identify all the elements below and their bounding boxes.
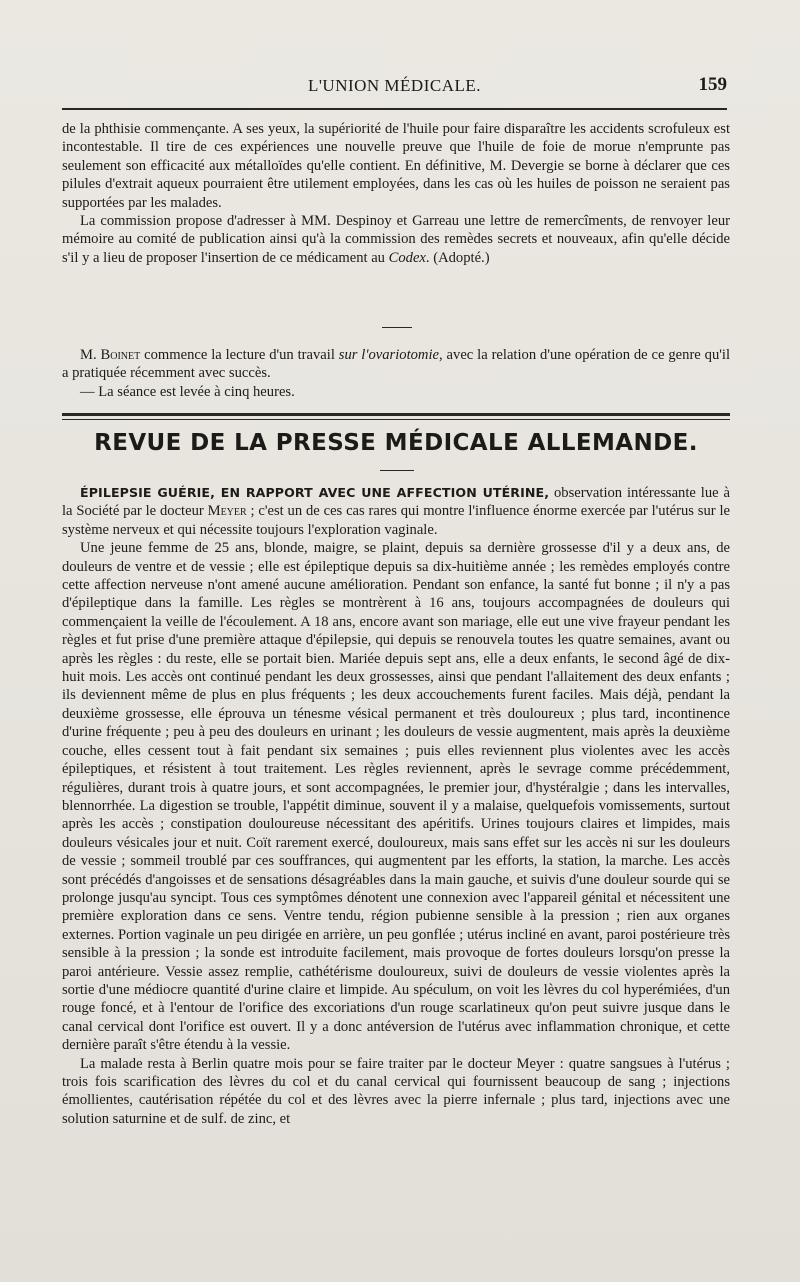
paragraph-devergie: de la phthisie commençante. A ses yeux, la supériorité de l'huile pour faire disparaître les accidents scrofuleux est incontestable. Il tire de ces expériences une nouvelle preuve que l'huile de foie de morue n'emprunte pas seulement son efficacité aux métalloïdes qu'elle contient. En définitive, M. Devergie se borne à déclarer que ces pilules d'extrait aqueux pourraient être utilement employées, dans les cas où les huiles de poisson ne seraient pas supportées par les malades. (62, 121, 730, 211)
paragraph-boinet: M. Boinet commence la lecture d'un travail sur l'ovariotomie, avec la relation d'une opération de ce genre qu'il a pratiquée récemment avec succès. (62, 347, 730, 382)
session-report (62, 120, 730, 267)
author-meyer: Meyer (207, 503, 247, 520)
page-number: 159 (698, 74, 727, 95)
article-body (62, 484, 730, 1128)
codex-word: Codex (388, 249, 426, 266)
section-rule-thick (62, 413, 730, 416)
page-header (62, 74, 727, 104)
separator-rule (382, 327, 412, 328)
session-close (62, 346, 730, 401)
work-title: sur l'ovariotomie (338, 347, 440, 363)
title-rule (380, 470, 414, 471)
paragraph-commission: La commission propose d'adresser à MM. Despinoy et Garreau une lettre de remercîments, de renvoyer leur mémoire au comité de publication ainsi qu'à la commission des remèdes secrets et nouveaux, afin qu'elle décide s'il y a lieu de proposer l'insertion de ce médicament au Codex. (Adopté.) (62, 213, 730, 266)
section-title: REVUE DE LA PRESSE MÉDICALE ALLEMANDE. (94, 430, 698, 456)
author-boinet: Boinet (100, 347, 141, 363)
article-treatment: La malade resta à Berlin quatre mois pour se faire traiter par le docteur Meyer : quatre sangsues à l'utérus ; trois fois scarification des lèvres du col et du canal cervical qui fournissent beaucoup de sang ; injections émollientes, cautérisation répétée du col et des lèvres avec la pierre infernale ; plus tard, injections avec une solution saturnine et de sulf. de zinc, et (62, 1055, 730, 1127)
running-title: L'UNION MÉDICALE. (307, 76, 482, 95)
header-rule (62, 108, 727, 110)
paragraph-seance-levee: — La séance est levée à cinq heures. (80, 383, 295, 400)
article-case-description: Une jeune femme de 25 ans, blonde, maigre, se plaint, depuis sa dernière grossesse d'il y a deux ans, de douleurs de ventre et de vessie ; elle est épileptique depuis sa dix-huitième année ; les remèdes employés contre cette affection nerveuse n'ont amené aucune amélioration. Pendant son enfance, la santé fut bonne ; il n'y a pas d'épileptique dans la famille. Les règles se montrèrent à 16 ans, toujours accompagnées de douleurs qui commençaient la veille de l'écoulement. A 18 ans, encore avant son mariage, elle eut une vive frayeur pendant les règles et fut prise d'une première attaque d'épilepsie, qui depuis se renouvela toutes les quatre semaines, avant ou après les règles : du reste, elle se portait bien. Mariée depuis sept ans, elle a deux enfants, le second âgé de dix-huit mois. Les accès ont continué pendant les deux grossesses, ainsi que pendant l'allaitement des deux enfants ; ils deviennent même de plus en plus fréquents ; les deux accouchements furent faciles. Mais déjà, pendant la deuxième grossesse, elle éprouva un ténesme vésical permanent et très douloureux ; plus tard, incontinence d'urine fréquente ; peu à peu des douleurs en urinant ; les douleurs de vessie augmentent, mais après la deuxième couche, elles cessent tout à fait pendant six semaines ; puis elles reviennent plus violentes avec les accès épileptiques, et résistent à tout traitement. Les règles reviennent, après le sevrage comme précédemment, régulières, durant trois à quatre jours, et sont accompagnées, le premier jour, d'hystéralgie ; dans les intervalles, blennorrhée. La digestion se trouble, l'appétit diminue, souvent il y a malaise, quelquefois vomissements, surtout après les accès ; constipation douloureuse nécessitant des apéritifs. Urines toujours claires et limpides, mais douleurs vésicales jour et nuit. Coït rarement exercé, douloureux, mais sans effet sur les accès ni sur les douleurs de vessie ; sommeil troublé par ces souffrances, qui augmentent par les efforts, la station, la marche. Les accès sont précédés d'angoisses et de sensations désagréables dans la main gauche, et suivis d'une douleur sourde qui se prolonge jusqu'au syncipt. Tous ces symptômes dénotent une connexion avec l'appareil génital et nécessitent une première exploration dans ce sens. Ventre tendu, région pubienne sensible à la pression ; rien aux organes externes. Portion vaginale un peu dirigée en arrière, un peu gonflée ; utérus incliné en avant, paroi postérieure très sensible à la pression ; la sonde est introduite facilement, mais provoque de fortes douleurs lorsqu'on presse la paroi antérieure. Vessie assez remplie, cathétérisme douloureux, suivi de douleurs de vessie violentes après la sortie d'une médiocre quantité d'urine claire et limpide. Au spéculum, on voit les lèvres du col hyperémiées, d'un rouge foncé, et à l'entour de l'orifice des excoriations d'un rouge scarlatineux qu'on peut suivre jusque dans le canal cervical dont l'orifice est ouvert. Il y a donc antéversion de l'utérus avec inflammation chronique, et cette dernière paraît s'être étendu à la vessie. (62, 540, 730, 1054)
section-rule-thin (62, 419, 730, 420)
article-lead-caps: ÉPILEPSIE GUÉRIE, EN RAPPORT AVEC UNE AFFECTION UTÉRINE, (80, 485, 550, 500)
article-lead: ÉPILEPSIE GUÉRIE, EN RAPPORT AVEC UNE AFFECTION UTÉRINE, observation intéressante lue à la Société par le docteur Meyer ; c'est un de ces cas rares qui montre l'influence énorme exercée par l'utérus sur le système nerveux et qui nécessite toujours l'exploration vaginale. (62, 485, 731, 538)
